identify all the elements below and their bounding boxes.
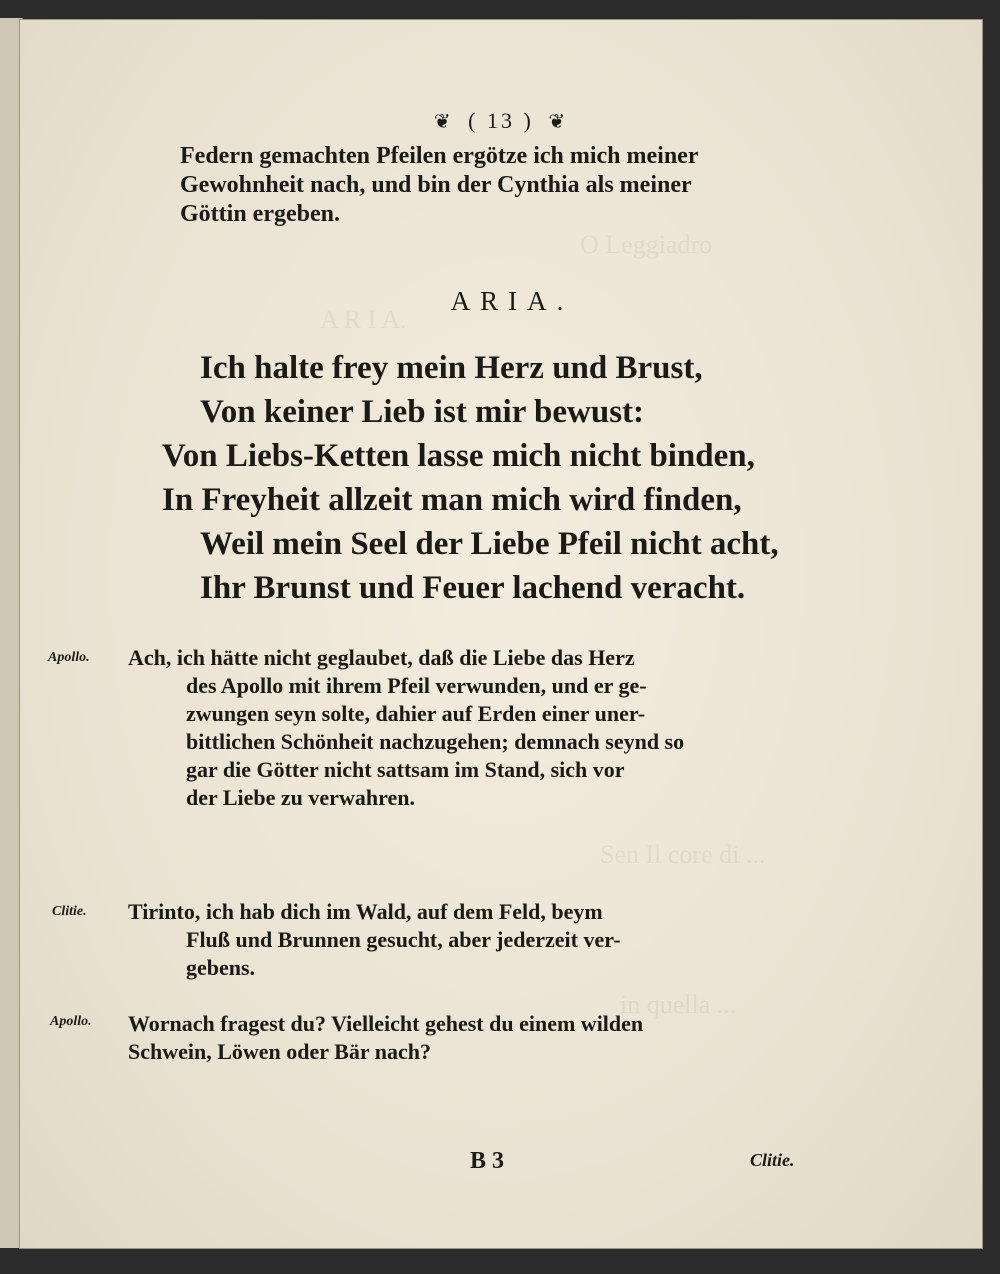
- dialogue-speech: [128, 1010, 643, 1066]
- show-through-text: A R I A.: [320, 305, 407, 334]
- verse-line: Von keiner Lieb ist mir bewust:: [200, 394, 645, 430]
- aria-heading: ARIA.: [450, 286, 574, 316]
- text-line: Tirinto, ich hab dich im Wald, auf dem Feld, beym: [128, 899, 603, 924]
- text-line: Schwein, Löwen oder Bär nach?: [128, 1039, 431, 1064]
- verse-line: Von Liebs-Ketten lasse mich nicht binden,: [162, 438, 755, 474]
- intro-paragraph: [180, 142, 840, 229]
- ornament-icon: ❦: [548, 111, 569, 133]
- show-through-text: in quella ...: [620, 990, 737, 1019]
- speaker-label: Apollo.: [48, 650, 90, 665]
- show-through-text: O Leggiadro: [580, 230, 713, 259]
- page-header: [20, 108, 982, 134]
- page-number: ( 13 ): [468, 108, 534, 133]
- text-line: des Apollo mit ihrem Pfeil verwunden, und er ge-: [186, 673, 647, 698]
- verse-line: Ich halte frey mein Herz und Brust,: [200, 350, 703, 386]
- text-line: Gewohnheit nach, und bin der Cynthia als meiner: [180, 172, 692, 198]
- catchword: Clitie.: [750, 1150, 795, 1170]
- text-line: Ach, ich hätte nicht geglaubet, daß die Liebe das Herz: [128, 645, 635, 670]
- text-line: Fluß und Brunnen gesucht, aber jederzeit ver-: [186, 927, 621, 952]
- aria-verse: [20, 346, 982, 610]
- show-through-text: Sen Il core di ...: [600, 840, 766, 869]
- book-page: [20, 20, 982, 1248]
- text-line: Wornach fragest du? Vielleicht gehest du einem wilden: [128, 1011, 644, 1036]
- dialogue-speech: [128, 898, 621, 982]
- speaker-label: Clitie.: [52, 904, 87, 919]
- text-line: der Liebe zu verwahren.: [186, 785, 415, 810]
- text-line: Federn gemachten Pfeilen ergötze ich mich meiner: [180, 143, 699, 169]
- dialogue-speech: [128, 644, 684, 812]
- speaker-label: Apollo.: [50, 1014, 92, 1029]
- verse-line: Ihr Brunst und Feuer lachend veracht.: [200, 570, 746, 606]
- text-line: gebens.: [186, 955, 256, 980]
- signature-mark: B 3: [470, 1148, 505, 1174]
- text-line: zwungen seyn solte, dahier auf Erden einer uner-: [186, 701, 646, 726]
- text-line: gar die Götter nicht sattsam im Stand, sich vor: [186, 757, 625, 782]
- verse-line: Weil mein Seel der Liebe Pfeil nicht acht,: [200, 526, 779, 562]
- ornament-icon: ❦: [433, 111, 454, 133]
- text-line: Göttin ergeben.: [180, 201, 340, 227]
- text-line: bittlichen Schönheit nachzugehen; demnach seynd so: [186, 729, 685, 754]
- verse-line: In Freyheit allzeit man mich wird finden,: [162, 482, 742, 518]
